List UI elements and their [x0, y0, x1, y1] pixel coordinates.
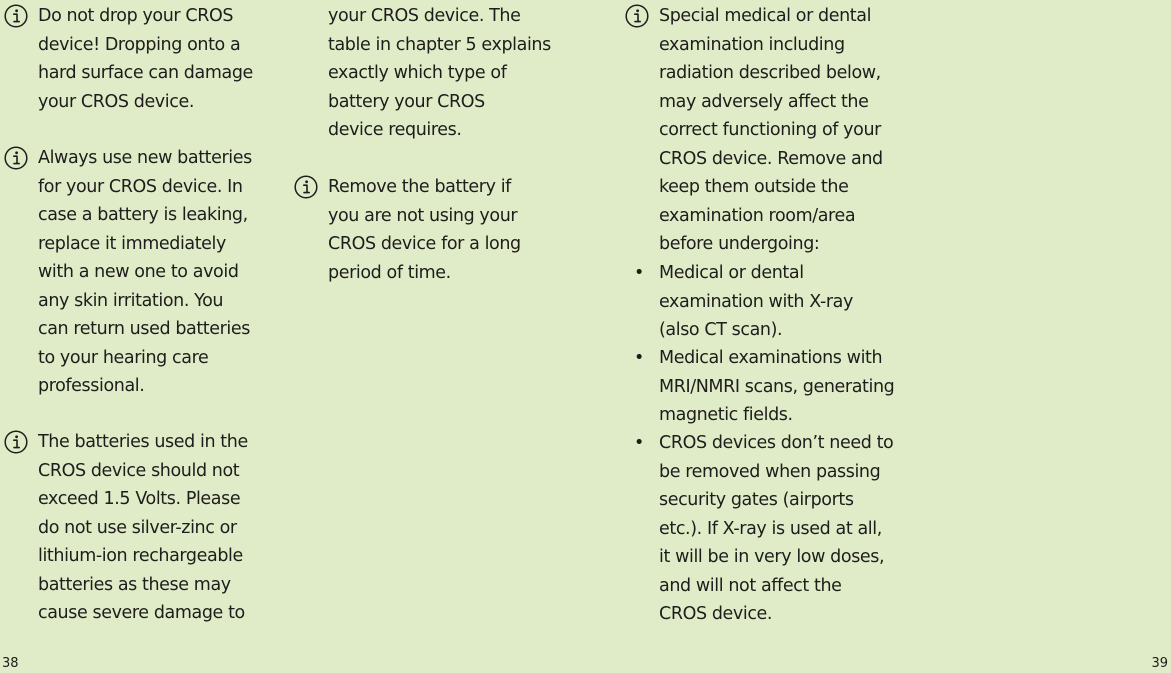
- bullet-text: Medical or dental examination with X-ray (also CT scan).: [659, 263, 853, 340]
- page-number-left: 38: [2, 656, 19, 671]
- info-icon: [4, 4, 28, 28]
- bullet-marker: •: [634, 263, 644, 283]
- page-number-right: 39: [1151, 656, 1168, 671]
- note-text: Remove the battery if you are not using your CROS device for a long period of time.: [328, 177, 521, 283]
- note-text: The batteries used in the CROS device should not exceed 1.5 Volts. Please do not use silver-zinc or lithium-ion rechargeable batteries as these may cause severe damage to: [38, 432, 248, 623]
- bullet-text: CROS devices don’t need to be removed when passing security gates (airports etc.). If X-ray is used at all, it will be in very low doses, and will not affect the CROS device.: [659, 433, 894, 624]
- bullet-marker: •: [634, 348, 644, 368]
- bullet-text: Medical examinations with MRI/NMRI scans, generating magnetic fields.: [659, 348, 895, 425]
- note-text: Do not drop your CROS device! Dropping onto a hard surface can damage your CROS device.: [38, 6, 253, 112]
- info-icon: [294, 175, 318, 199]
- info-icon: [625, 4, 649, 28]
- note-text: Special medical or dental examination including radiation described below, may adversely affect the correct functioning of your CROS device. Remove and keep them outside the examination room/area before undergoing:: [659, 6, 883, 254]
- info-icon: [4, 146, 28, 170]
- bullet-marker: •: [634, 433, 644, 453]
- info-icon: [4, 430, 28, 454]
- note-text: Always use new batteries for your CROS device. In case a battery is leaking, replace it immediately with a new one to avoid any skin irritation. You can return used batteries to your hearing care professional.: [38, 148, 252, 396]
- note-text: your CROS device. The table in chapter 5 explains exactly which type of battery your CROS device requires.: [328, 6, 551, 140]
